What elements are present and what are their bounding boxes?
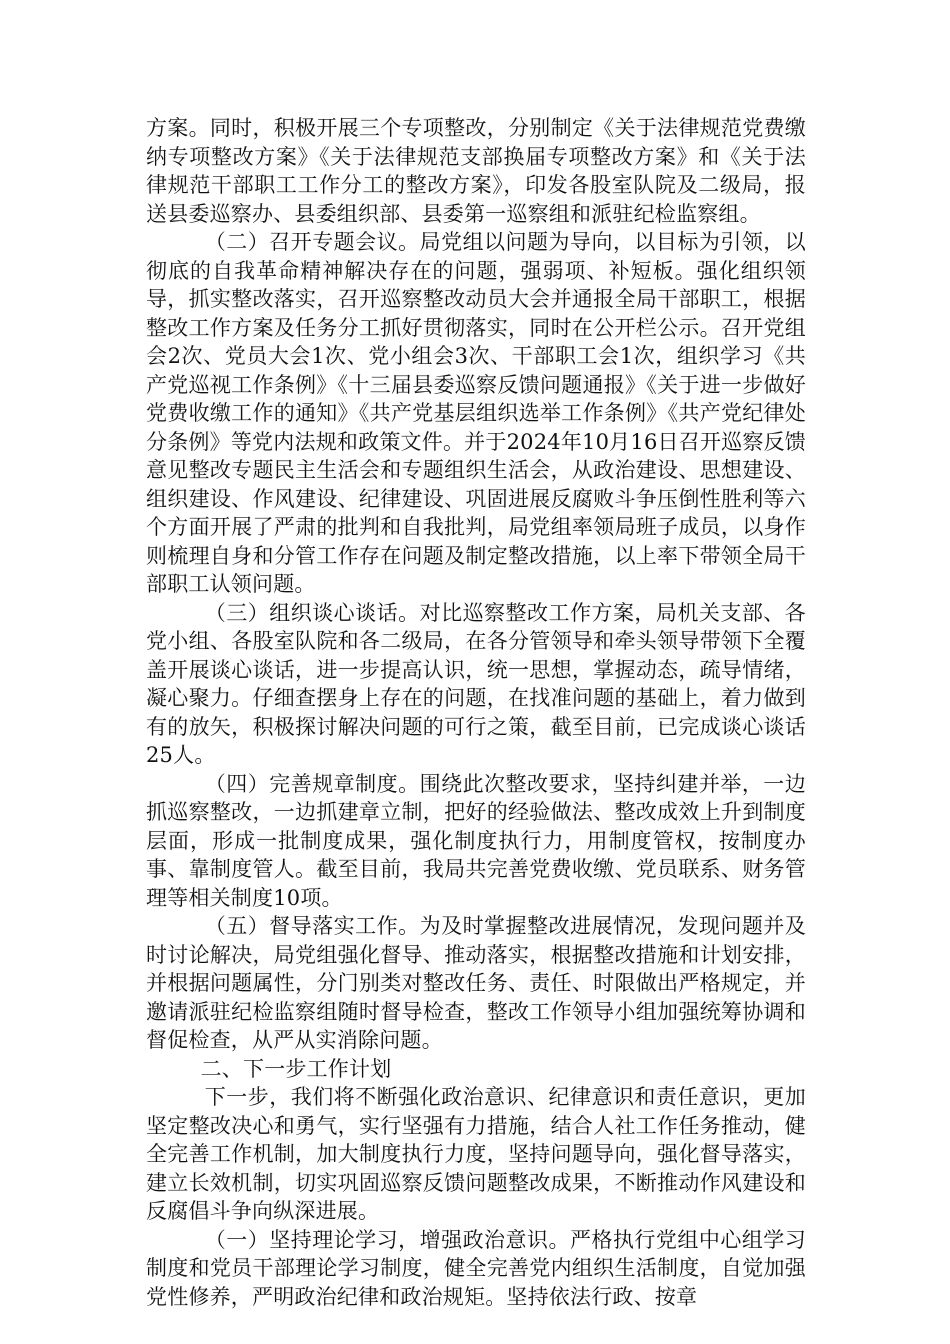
document-page [146, 114, 806, 1311]
paragraph-next-steps-intro: 下一步，我们将不断强化政治意识、纪律意识和责任意识，更加坚定整改决心和勇气，实行坚强有力措施，结合人社工作任务推动，健全完善工作机制，加大制度执行力度，坚持问题导向，强化督导落实，建立长效机制，切实巩固巡察反馈问题整改成果，不断推动作风建设和反腐倡斗争向纵深进展。 [146, 1085, 806, 1223]
section-heading-next-steps: 二、下一步工作计划 [200, 1056, 392, 1081]
paragraph-section-2: （二）召开专题会议。局党组以问题为导向，以目标为引领，以彻底的自我革命精神解决存在的问题，强弱项、补短板。强化组织领导，抓实整改落实，召开巡察整改动员大会并通报全局干部职工，根据整改工作方案及任务分工抓好贯彻落实，同时在公开栏公示。召开党组会2次、党员大会1次、党小组会3次、干部职工会1次，组织学习《共产党巡视工作条例》《十三届县委巡察反馈问题通报》《关于进一步做好党费收缴工作的通知》《共产党基层组织选举工作条例》《共产党纪律处分条例》等党内法规和政策文件。并于2024年10月16日召开巡察反馈意见整改专题民主生活会和专题组织生活会，从政治建设、思想建设、组织建设、作风建设、纪律建设、巩固进展反腐败斗争压倒性胜利等六个方面开展了严肃的批判和自我批判，局党组率领局班子成员，以身作则梳理自身和分管工作存在问题及制定整改措施，以上率下带领全局干部职工认领问题。 [146, 230, 806, 596]
paragraph-section-4: （四）完善规章制度。围绕此次整改要求，坚持纠建并举，一边抓巡察整改，一边抓建章立制，把好的经验做法、整改成效上升到制度层面，形成一批制度成果，强化制度执行力，用制度管权，按制度办事、靠制度管人。截至目前，我局共完善党费收缴、党员联系、财务管理等相关制度10项。 [146, 771, 806, 910]
paragraph-continuation: 方案。同时，积极开展三个专项整改，分别制定《关于法律规范党费缴纳专项整改方案》《关于法律规范支部换届专项整改方案》和《关于法律规范干部职工工作分工的整改方案》，印发各股室队院及二级局，报送县委巡察办、县委组织部、县委第一巡察组和派驻纪检监察组。 [146, 116, 806, 226]
paragraph-next-steps-1: （一）坚持理论学习，增强政治意识。严格执行党组中心组学习制度和党员干部理论学习制度，健全完善党内组织生活制度，自觉加强党性修养，严明政治纪律和政治规矩。坚持依法行政、按章 [146, 1227, 806, 1309]
paragraph-section-5: （五）督导落实工作。为及时掌握整改进展情况，发现问题并及时讨论解决，局党组强化督导、推动落实，根据整改措施和计划安排，并根据问题属性，分门别类对整改任务、责任、时限做出严格规定，并邀请派驻纪检监察组随时督导检查，整改工作领导小组加强统筹协调和督促检查，从严从实消除问题。 [146, 914, 806, 1052]
paragraph-section-3: （三）组织谈心谈话。对比巡察整改工作方案，局机关支部、各党小组、各股室队院和各二级局，在各分管领导和牵头领导带领下全覆盖开展谈心谈话，进一步提高认识，统一思想，掌握动态，疏导情绪，凝心聚力。仔细查摆身上存在的问题，在找准问题的基础上，着力做到有的放矢，积极探讨解决问题的可行之策，截至目前，已完成谈心谈话25人。 [146, 600, 806, 767]
